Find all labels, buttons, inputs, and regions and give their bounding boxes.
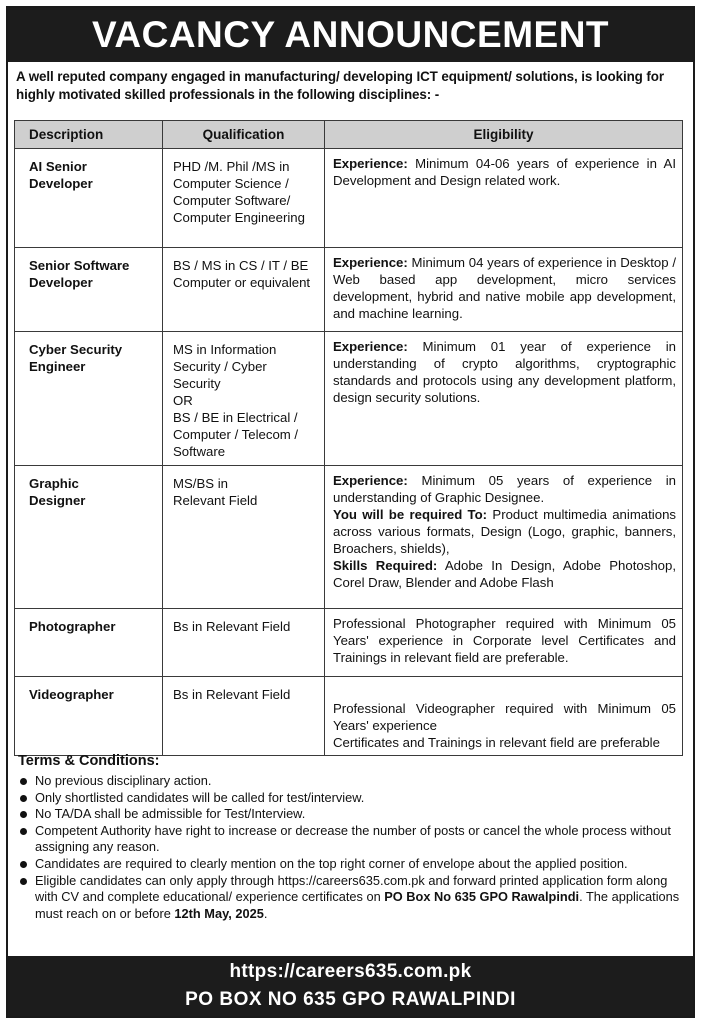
eligibility-cell	[325, 248, 683, 332]
table-row	[15, 332, 683, 466]
eligibility-text: Professional Videographer required with Minimum 05 Years' experience Certificates and Trainings in relevant field are preferable	[333, 701, 676, 750]
eligibility-text: Minimum 05 years of experience in understanding of Graphic Designee.	[333, 473, 676, 505]
qualification-cell: MS/BS in Relevant Field	[163, 466, 325, 609]
term-text: Eligible candidates can only apply through https://careers635.com.pk and forward printed application form along with CV and complete educational/ experience certificates on	[35, 872, 668, 905]
page-title: VACANCY ANNOUNCEMENT	[8, 8, 693, 62]
qualification-cell: PHD /M. Phil /MS in Computer Science / Computer Software/ Computer Engineering	[163, 149, 325, 248]
eligibility-text: Minimum 04-06 years of experience in AI Development and Design related work.	[333, 156, 676, 188]
column-header-qualification: Qualification	[163, 121, 325, 149]
list-item	[18, 823, 686, 856]
position-title: Graphic Designer	[15, 466, 163, 609]
intro-paragraph: A well reputed company engaged in manufacturing/ developing ICT equipment/ solutions, is looking for highly motivated skilled professionals in the following disciplines: -	[16, 69, 664, 102]
bullet-icon	[20, 778, 27, 785]
table-row	[15, 466, 683, 609]
list-item	[18, 773, 686, 790]
bullet-icon	[20, 795, 27, 802]
term-text: No TA/DA shall be admissible for Test/Interview.	[35, 806, 306, 822]
skills-required-label: Skills Required:	[333, 558, 438, 573]
position-title: Photographer	[15, 609, 163, 677]
list-item	[18, 856, 686, 873]
position-title: AI Senior Developer	[15, 149, 163, 248]
table-row	[15, 248, 683, 332]
term-text-end: .	[263, 905, 268, 921]
term-text: Candidates are required to clearly mention on the top right corner of envelope about the applied position.	[35, 855, 628, 871]
bullet-icon	[20, 878, 27, 885]
table-row	[15, 609, 683, 677]
required-tasks-text: Product multimedia animations across various formats, Design (Logo, graphic, banners, Broachers, shields),	[333, 507, 676, 556]
bullet-icon	[20, 828, 27, 835]
eligibility-label: Experience:	[333, 339, 408, 354]
terms-section	[18, 753, 686, 922]
qualification-cell: MS in Information Security / Cyber Security OR BS / BE in Electrical / Computer / Telecom / Software	[163, 332, 325, 466]
column-header-description: Description	[15, 121, 163, 149]
table-header-row	[15, 121, 683, 149]
table-row	[15, 149, 683, 248]
eligibility-cell	[325, 332, 683, 466]
eligibility-text: Minimum 01 year of experience in understanding of crypto algorithms, cryptographic standards and protocols using any development platform, design security solutions.	[333, 339, 676, 405]
vacancy-table	[14, 120, 683, 756]
qualification-cell: Bs in Relevant Field	[163, 677, 325, 756]
list-item	[18, 806, 686, 823]
table-row	[15, 677, 683, 756]
term-text: No previous disciplinary action.	[35, 773, 212, 788]
bullet-icon	[20, 861, 27, 868]
bullet-icon	[20, 811, 27, 818]
eligibility-cell	[325, 149, 683, 248]
terms-list	[18, 773, 686, 922]
position-title: Cyber Security Engineer	[15, 332, 163, 466]
deadline-date: 12th May, 2025	[174, 905, 264, 921]
term-text: Competent Authority have right to increase or decrease the number of posts or cancel the whole process without assigning any reason.	[35, 822, 671, 855]
footer-banner	[8, 956, 693, 1016]
required-tasks-label: You will be required To:	[333, 507, 488, 522]
eligibility-label: Experience:	[333, 255, 408, 270]
eligibility-cell	[325, 466, 683, 609]
list-item	[18, 873, 686, 923]
list-item	[18, 790, 686, 807]
eligibility-label: Experience:	[333, 473, 408, 488]
qualification-cell: BS / MS in CS / IT / BE Computer or equivalent	[163, 248, 325, 332]
po-box-text: PO Box No 635 GPO Rawalpindi	[384, 889, 580, 905]
eligibility-text: Minimum 04 years of experience in Desktop / Web based app development, micro services development, hybrid and native mobile app development, and machine learning.	[333, 255, 676, 321]
term-text: Only shortlisted candidates will be called for test/interview.	[35, 789, 365, 805]
terms-title: Terms & Conditions:	[18, 753, 160, 769]
careers-url[interactable]: https://careers635.com.pk	[229, 961, 472, 982]
postal-address: PO BOX NO 635 GPO RAWALPINDI	[185, 989, 516, 1010]
eligibility-cell	[325, 677, 683, 756]
eligibility-cell	[325, 609, 683, 677]
eligibility-text: Professional Photographer required with Minimum 05 Years' experience in Corporate level Certificates and Trainings in relevant field are preferable.	[333, 616, 676, 665]
skills-required-text: Adobe In Design, Adobe Photoshop, Corel Draw, Blender and Adobe Flash	[333, 558, 676, 590]
eligibility-label: Experience:	[333, 156, 408, 171]
column-header-eligibility: Eligibility	[325, 121, 683, 149]
position-title: Videographer	[15, 677, 163, 756]
qualification-cell: Bs in Relevant Field	[163, 609, 325, 677]
term-text-continued: . The applications must reach on or before	[35, 889, 680, 921]
position-title: Senior Software Developer	[15, 248, 163, 332]
